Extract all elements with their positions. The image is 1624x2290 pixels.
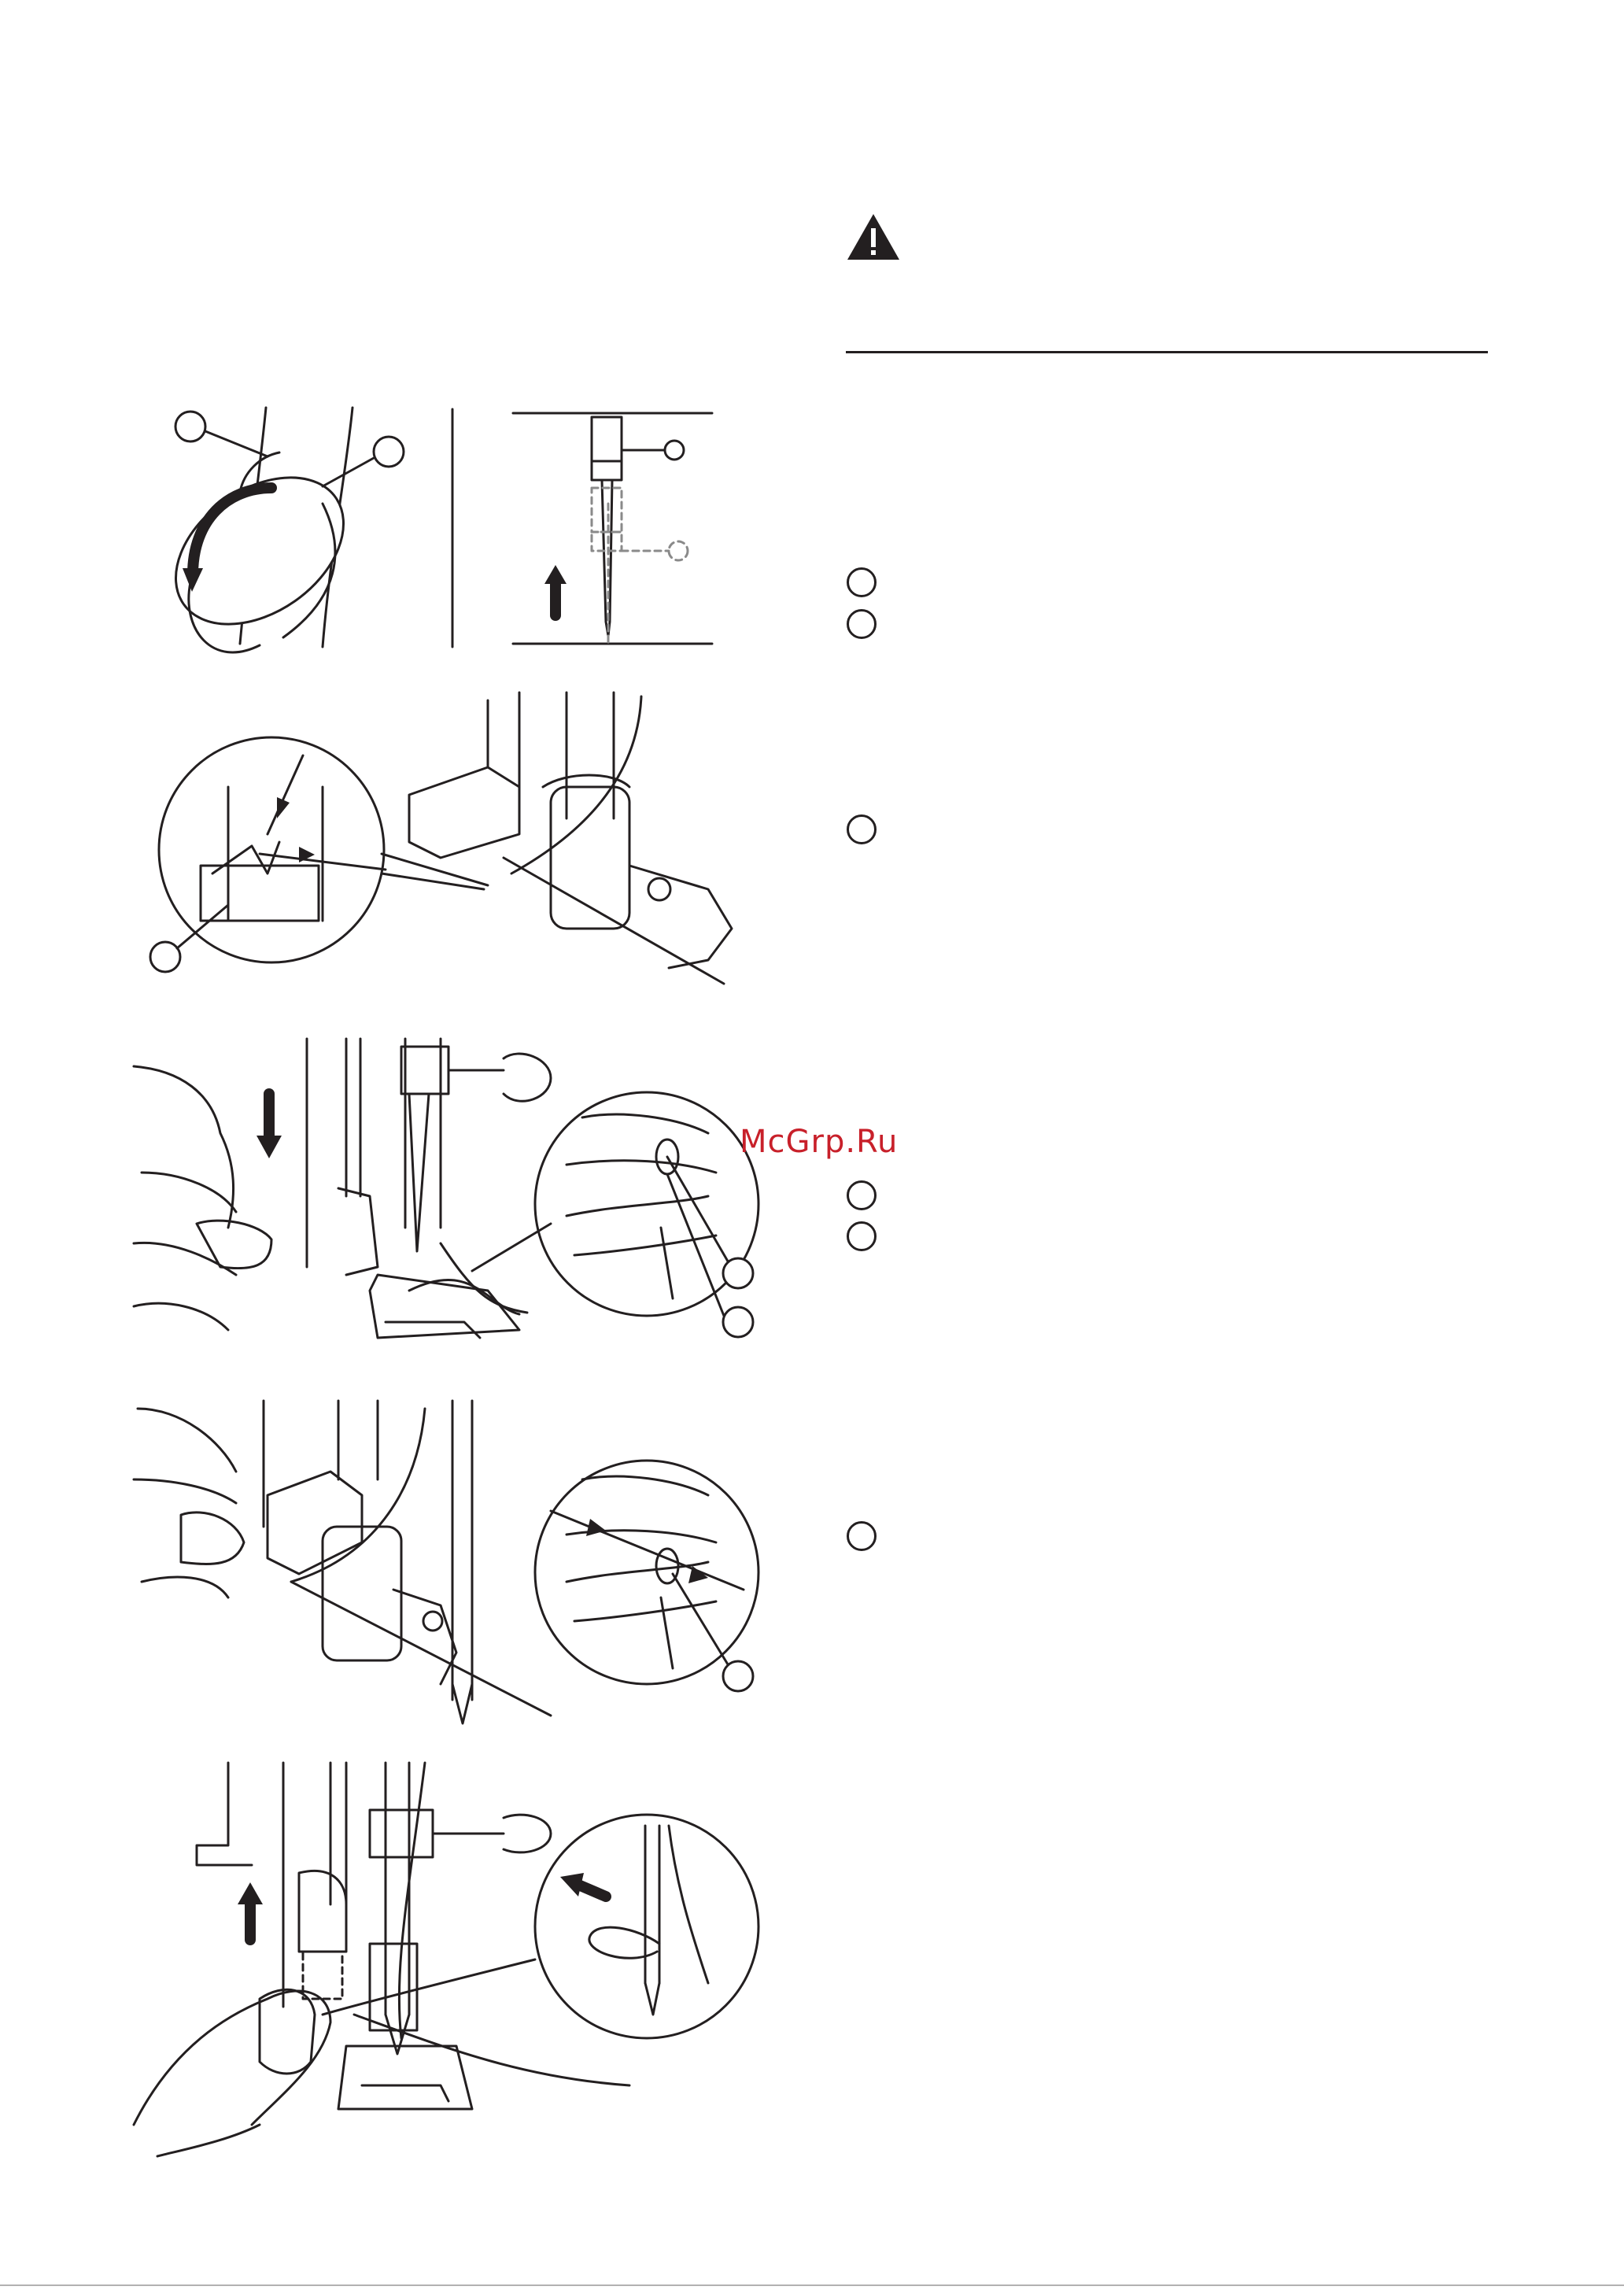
step-marker: [847, 814, 877, 844]
step-marker: [847, 567, 877, 597]
needle-raise-figure: [513, 413, 712, 645]
step-marker: [847, 609, 877, 639]
step-marker: [847, 1180, 877, 1210]
section-divider: [846, 351, 1488, 353]
warning-triangle-icon: [846, 212, 901, 261]
thread-loop-figure: [134, 1763, 758, 2156]
threader-lower-figure: [134, 1039, 758, 1338]
step-marker: [847, 1221, 877, 1251]
threader-hook-figure: [134, 1401, 758, 1723]
step-marker: [847, 1521, 877, 1551]
handwheel-figure: [149, 408, 404, 655]
thread-guide-figure: [150, 693, 732, 984]
watermark: McGrp.Ru: [740, 1124, 899, 1160]
page-bottom-edge: [0, 2284, 1624, 2286]
